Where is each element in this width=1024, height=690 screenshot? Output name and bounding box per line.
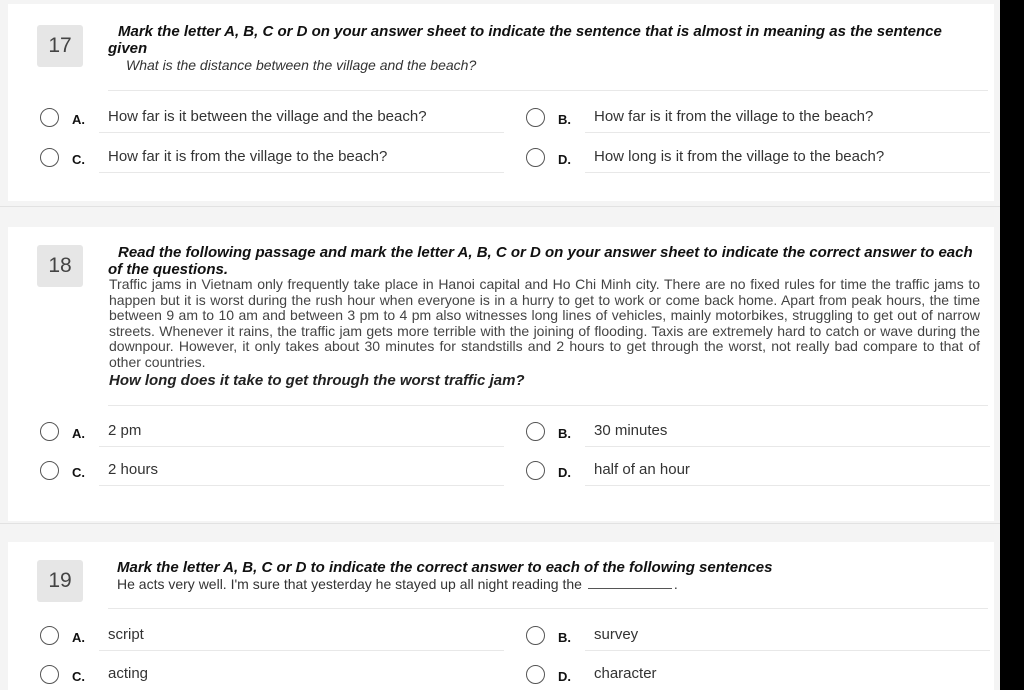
question-instruction: Read the following passage and mark the letter A, B, C or D on your answer sheet to indicate the correct answer to each of the questions. (108, 244, 973, 278)
option-letter: C. (72, 669, 85, 684)
question-prompt: What is the distance between the village and the beach? (126, 57, 477, 73)
divider (585, 172, 990, 173)
option-text[interactable]: 2 pm (108, 422, 142, 439)
option-letter: B. (558, 112, 571, 127)
divider (108, 405, 988, 406)
radio-button[interactable] (526, 626, 545, 645)
question-instruction: Mark the letter A, B, C or D on your answer sheet to indicate the sentence that is almost in meaning as the sentence given (108, 23, 942, 57)
question-number: 19 (37, 560, 83, 602)
option-letter: D. (558, 152, 571, 167)
divider (108, 608, 988, 609)
radio-button[interactable] (40, 665, 59, 684)
option-text[interactable]: character (594, 665, 657, 682)
option-text[interactable]: 30 minutes (594, 422, 668, 439)
option-letter: A. (72, 630, 85, 645)
divider (99, 132, 504, 133)
option-text[interactable]: 2 hours (108, 461, 159, 478)
radio-button[interactable] (526, 108, 545, 127)
divider (99, 650, 504, 651)
radio-button[interactable] (526, 665, 545, 684)
divider (585, 132, 990, 133)
divider (108, 90, 988, 91)
option-letter: B. (558, 426, 571, 441)
option-text[interactable]: How long is it from the village to the beach? (594, 148, 885, 165)
prompt-text: He acts very well. I'm sure that yesterday he stayed up all night reading the (117, 576, 582, 592)
option-letter: C. (72, 152, 85, 167)
question-card-18 (8, 227, 994, 521)
divider (585, 650, 990, 651)
section-separator (0, 523, 1000, 524)
divider (99, 172, 504, 173)
option-letter: A. (72, 112, 85, 127)
reading-passage: Traffic jams in Vietnam only frequently take place in Hanoi capital and Ho Chi Minh city. There are no fixed rules for time the traffic jams to happen but it is worst during the rush hour when everyone is in a hurry to get to work or come back home. Apart from peak hours, the time between 9 am to 10 am and between 3 pm to 4 pm also witnesses long lines of vehicles, mainly motorbikes, struggling to get out of narrow streets. Whenever it rains, the traffic jam gets more terrible with the joining of flooding. Taxis are extremely hard to catch or wave during the downpour. However, it only takes about 30 minutes for standstills and 2 hours to get through the worst, not really bad compare to that of other countries. (109, 276, 980, 370)
option-text[interactable]: acting (108, 665, 149, 682)
option-text[interactable]: How far is it between the village and the beach? (108, 108, 427, 125)
divider (99, 485, 504, 486)
option-letter: C. (72, 465, 85, 480)
option-text[interactable]: survey (594, 626, 639, 643)
radio-button[interactable] (40, 422, 59, 441)
option-text[interactable]: script (108, 626, 144, 643)
option-text[interactable]: How far it is from the village to the beach? (108, 148, 388, 165)
option-text[interactable]: How far is it from the village to the beach? (594, 108, 874, 125)
question-prompt (117, 576, 980, 592)
question-card-19 (8, 542, 994, 690)
radio-button[interactable] (526, 148, 545, 167)
radio-button[interactable] (526, 422, 545, 441)
divider (585, 485, 990, 486)
question-card-17 (8, 4, 994, 201)
option-letter: D. (558, 465, 571, 480)
question-instruction: Mark the letter A, B, C or D to indicate the correct answer to each of the following sentences (117, 559, 773, 576)
divider (99, 446, 504, 447)
radio-button[interactable] (40, 626, 59, 645)
option-letter: B. (558, 630, 571, 645)
prompt-end: . (673, 576, 678, 592)
answer-blank (588, 588, 672, 589)
radio-button[interactable] (40, 108, 59, 127)
radio-button[interactable] (526, 461, 545, 480)
option-text[interactable]: half of an hour (594, 461, 690, 478)
section-separator (0, 206, 1000, 207)
radio-button[interactable] (40, 148, 59, 167)
option-letter: D. (558, 669, 571, 684)
question-number: 17 (37, 25, 83, 67)
option-letter: A. (72, 426, 85, 441)
question-text: How long does it take to get through the worst traffic jam? (109, 372, 525, 389)
radio-button[interactable] (40, 461, 59, 480)
divider (585, 446, 990, 447)
question-number: 18 (37, 245, 83, 287)
